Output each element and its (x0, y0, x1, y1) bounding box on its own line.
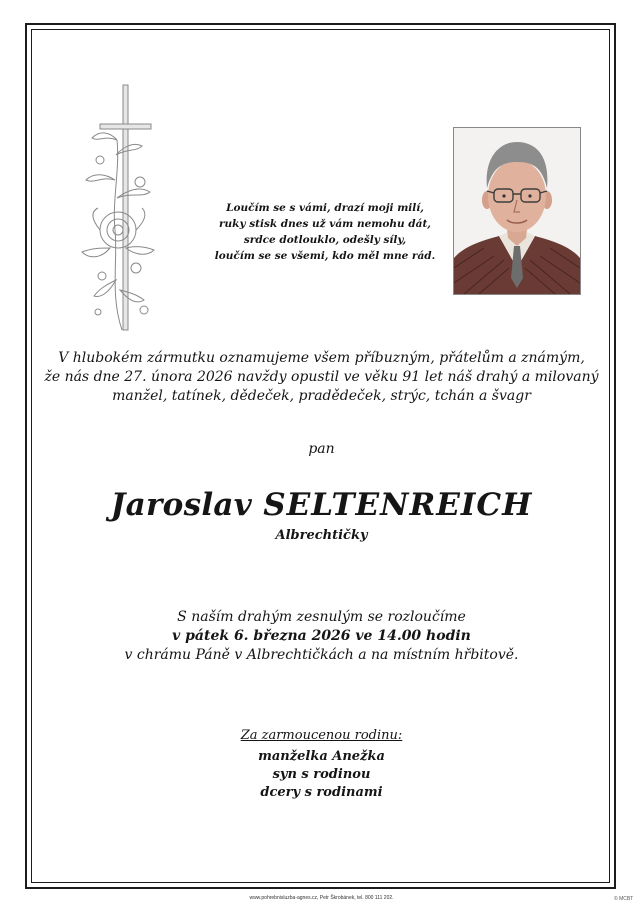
surname: SELTENREICH (263, 487, 533, 523)
ceremony-place: v chrámu Páně v Albrechtičkách a na místním hřbitově. (124, 647, 519, 663)
ceremony-datetime: v pátek 6. března 2026 ve 14.00 hodin (172, 628, 471, 644)
announcement (40, 349, 603, 406)
place-of-residence: Albrechtičky (275, 528, 368, 543)
poem-line: ruky stisk dnes už vám nemohu dát, (219, 218, 431, 230)
announcement-line: manžel, tatínek, dědeček, pradědeček, strýc, tchán a švagr (112, 388, 531, 404)
family-member: syn s rodinou (272, 767, 371, 782)
family-member: manželka Anežka (258, 749, 385, 764)
portrait-image (454, 128, 580, 294)
announcement-line: V hlubokém zármutku oznamujeme všem příbuzným, přátelům a známým, (58, 350, 585, 366)
portrait-photo (453, 127, 581, 295)
poem-line: loučím se se všemi, kdo měl mne rád. (214, 250, 436, 262)
poem-line: Loučím se s vámi, drazí moji milí, (226, 202, 424, 214)
announcement-line: že nás dne 27. února 2026 navždy opustil ve věku 91 let náš drahý a milovaný (44, 369, 599, 385)
deceased-name (40, 487, 603, 523)
family-heading: Za zarmoucenou rodinu: (240, 728, 403, 743)
family-member: dcery s rodinami (260, 785, 383, 800)
first-name: Jaroslav (110, 487, 253, 523)
mourning-family (40, 727, 603, 802)
poem (200, 200, 450, 264)
ceremony-intro: S naším drahým zesnulým se rozloučíme (177, 609, 466, 625)
poem-line: srdce dotlouklo, odešly síly, (243, 234, 407, 246)
footer-contact: www.pohrebnisluzba-agnes.cz, Petr Škrobánek, tel. 800 111 202. (249, 895, 394, 901)
cross-floral-icon (70, 80, 170, 340)
copyright-mark: © MCBT (614, 896, 634, 902)
ceremony-info (40, 608, 603, 665)
salutation: pan (308, 441, 335, 457)
